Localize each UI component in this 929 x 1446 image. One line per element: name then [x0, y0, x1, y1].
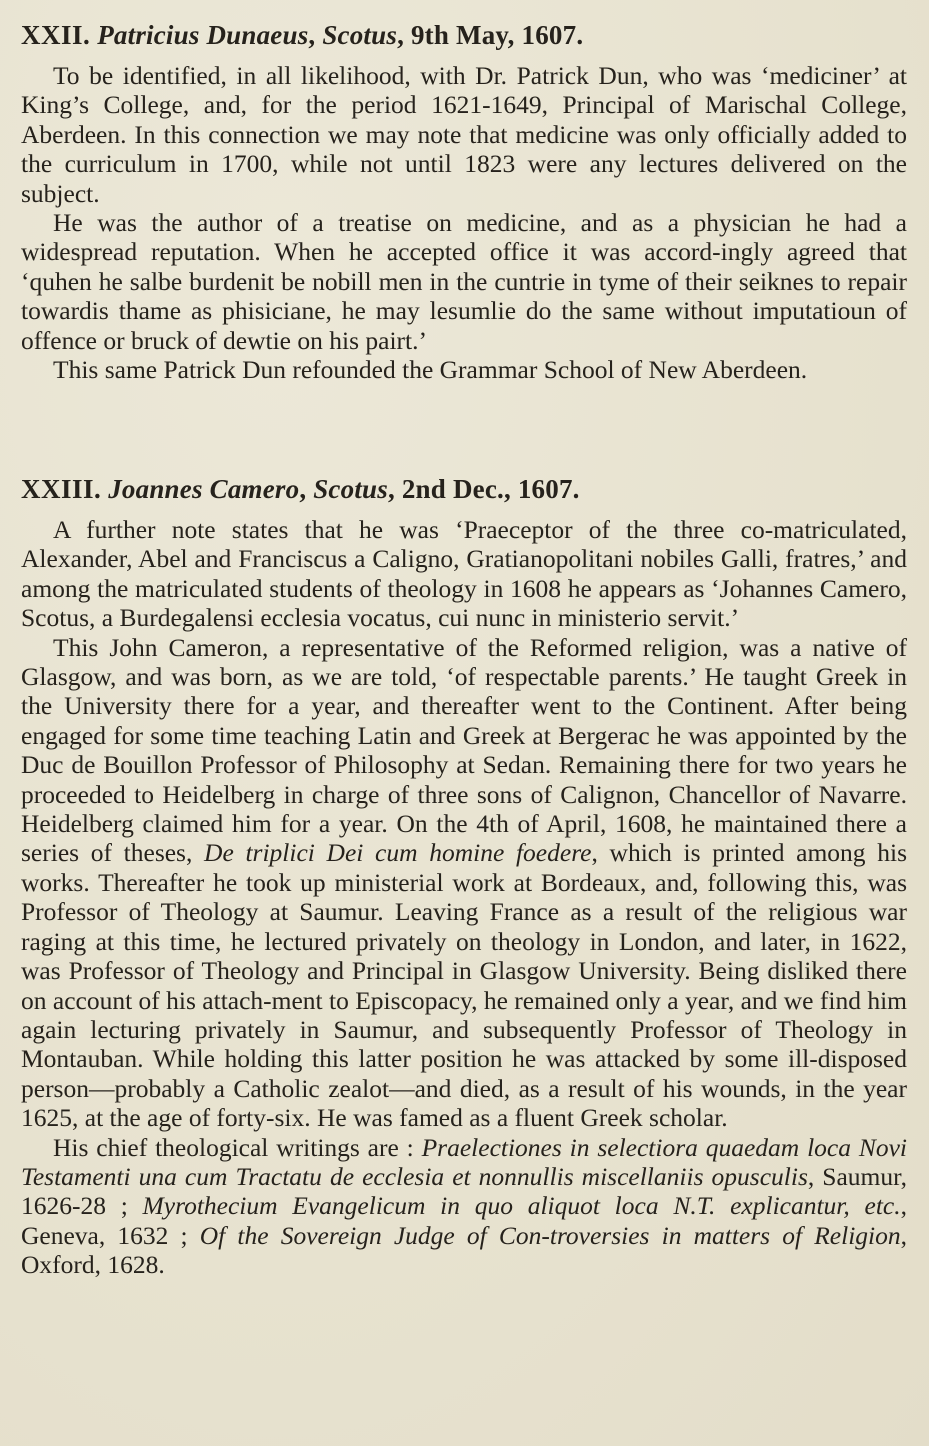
- paragraph: [21, 515, 907, 633]
- paragraph: [21, 1133, 907, 1280]
- paragraph: [21, 355, 907, 384]
- text-run: , Oxford, 1628.: [21, 1220, 907, 1280]
- entry-number: XXII.: [21, 20, 91, 50]
- paragraph: [21, 633, 907, 1133]
- text-run: A further note states that he was ‘Praeceptor of the three co-matriculated, Alexander, Abel and Franciscus a Caligno, Gratianopolitani nobiles Galli, fratres,’ and among the matriculated students of theology in 1608 he appears as ‘Johannes Camero, Scotus, a Burdegalensi ecclesia vocatus, cui nunc in ministerio servit.’: [21, 515, 907, 633]
- separator: ,: [387, 474, 402, 504]
- text-run: , Saumur, 1626-28 ;: [21, 1161, 907, 1221]
- text-run: , which is printed among his works. Thereafter he took up ministerial work at Bordeaux, and, following this, was Professor of Theology at Saumur. Leaving France as a result of the religious war raging at this time, he lectured privately on theology in London, and later, in 1622, was Professor of Theology and Principal in Glasgow University. Being disliked there on account of his attach-ment to Episcopacy, he remained only a year, and we find him again lecturing privately in Saumur, and subsequently Professor of Theology in Montauban. While holding this latter position he was attacked by some ill-disposed person—probably a Catholic zealot—and died, as a result of his wounds, in the year 1625, at the age of forty-six. He was famed as a fluent Greek scholar.: [21, 838, 907, 1133]
- entry-nation: Scotus: [322, 20, 398, 50]
- entry-name: Patricius Dunaeus: [97, 20, 309, 50]
- text-run: , Geneva, 1632 ;: [21, 1191, 907, 1250]
- separator: ,: [299, 474, 314, 504]
- entry-date: 2nd Dec., 1607.: [401, 474, 580, 504]
- text-run: This same Patrick Dun refounded the Grammar School of New Aberdeen.: [53, 355, 808, 385]
- entry-nation: Scotus: [313, 474, 388, 504]
- separator: ,: [308, 20, 323, 50]
- entry-heading: [21, 20, 583, 50]
- italic-text-run: Myrothecium Evangelicum in quo aliquot loca N.T. explicantur, etc.: [142, 1191, 901, 1221]
- text-run: His chief theological writings are :: [53, 1132, 422, 1162]
- italic-text-run: Of the Sovereign Judge of Con-troversies in matters of Religion: [199, 1220, 901, 1250]
- italic-text-run: Praelectiones in selectiora quaedam loca Novi Testamenti una cum Tractatu de ecclesia et nonnullis miscellaniis opusculis: [21, 1132, 907, 1191]
- entry-date: 9th May, 1607.: [410, 20, 584, 50]
- separator: ,: [397, 20, 411, 50]
- entry-number: XXIII.: [21, 474, 102, 504]
- text-run: He was the author of a treatise on medicine, and as a physician he had a widespread reputation. When he accepted office it was accord-ingly agreed that ‘quhen he salbe burdenit be nobill men in the cuntrie in tyme of their seiknes to repair towardis thame as phisiciane, he may lesumlie do the same without imputatioun of offence or bruck of dewtie on his pairt.’: [21, 208, 907, 355]
- entry-body: [21, 61, 907, 384]
- entry-heading: [21, 474, 580, 504]
- paragraph: [21, 61, 907, 208]
- paragraph: [21, 208, 907, 355]
- italic-text-run: De triplici Dei cum homine foedere: [204, 838, 592, 868]
- entry-name: Joannes Camero: [108, 474, 300, 504]
- text-run: To be identified, in all likelihood, with Dr. Patrick Dun, who was ‘mediciner’ at King’s College, and, for the period 1621-1649, Principal of Marischal College, Aberdeen. In this connection we may note that medicine was only officially added to the curriculum in 1700, while not until 1823 were any lectures delivered on the subject.: [21, 61, 907, 208]
- entry-body: [21, 515, 907, 1280]
- text-run: This John Cameron, a representative of the Reformed religion, was a native of Glasgow, and was born, as we are told, ‘of respectable parents.’ He taught Greek in the University there for a year, and thereafter went to the Continent. After being engaged for some time teaching Latin and Greek at Bergerac he was appointed by the Duc de Bouillon Professor of Philosophy at Sedan. Remaining there for two years he proceeded to Heidelberg in charge of three sons of Calignon, Chancellor of Navarre. Heidelberg claimed him for a year. On the 4th of April, 1608, he maintained there a series of theses,: [21, 632, 907, 868]
